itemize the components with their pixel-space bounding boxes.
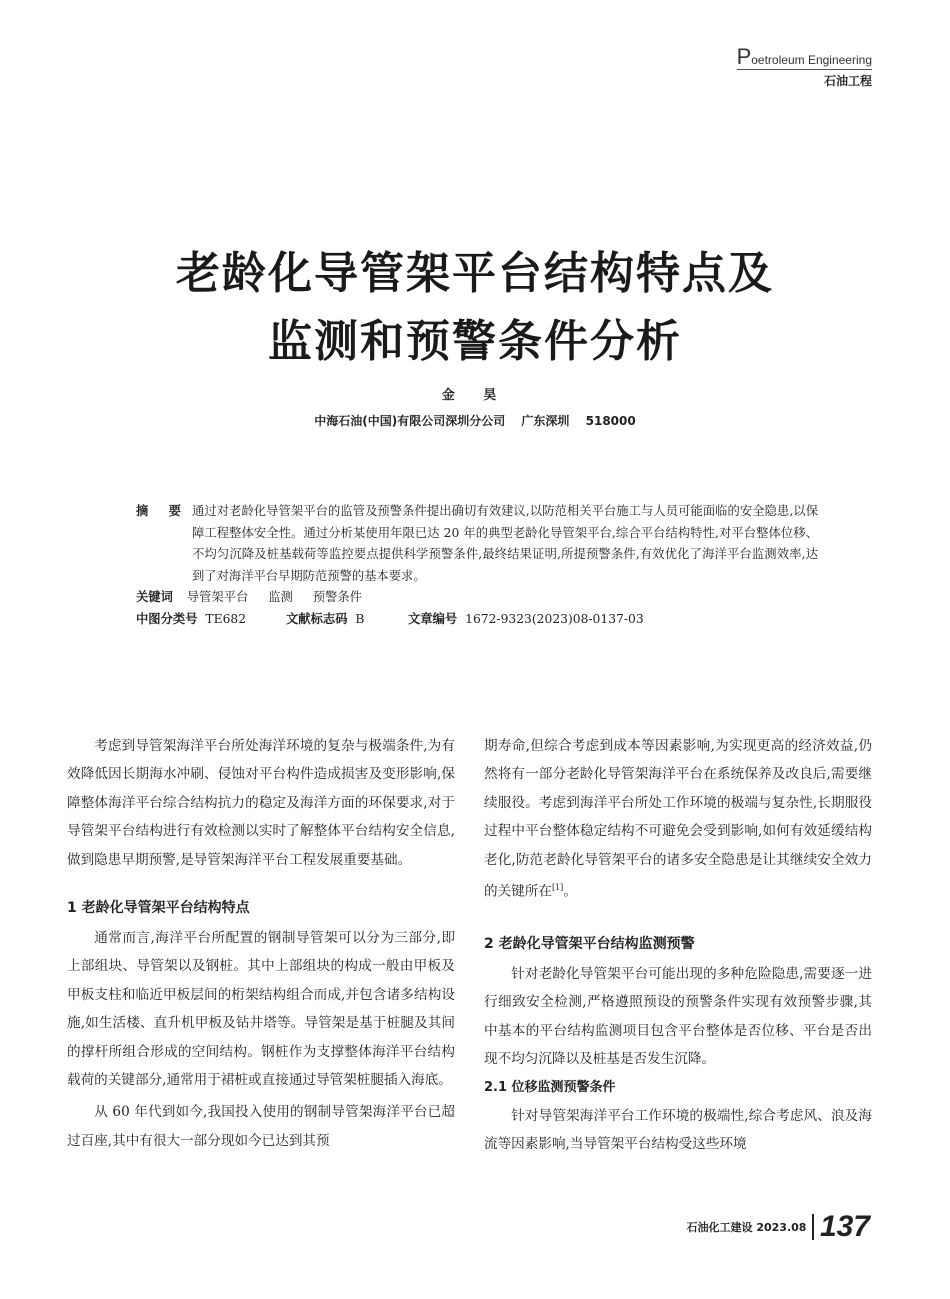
- abstract-text: 通过对老龄化导管架平台的监管及预警条件提出确切有效建议,以防范相关平台施工与人员可能面临的安全隐患,以保障工程整体安全性。通过分析某使用年限已达 20 年的典型老龄化导管架平台,综合平台结构特性,对平台整体位移、不均匀沉降及桩基载荷等监控要点提供科学预警条件,最终结果证明,所提预警条件,有效优化了海洋平台监测效率,达到了对海洋平台早期防范预警的基本要求。: [192, 504, 818, 583]
- abstract-label: 摘 要: [136, 504, 189, 518]
- keyword-item: 导管架平台: [186, 590, 249, 604]
- footer-divider: [812, 1214, 814, 1240]
- journal-initial: P: [736, 44, 752, 69]
- paragraph-text: 期寿命,但综合考虑到成本等因素影响,为实现更高的经济效益,仍然将有一部分老龄化导管架海洋平台在系统保养及改良后,需要继续服役。考虑到海洋平台所处工作环境的极端与复杂性,长期服役过程中平台整体稳定结构不可避免会受到影响,如何有效延缓结构老化,防范老龄化导管架平台的诸多安全隐患是让其继续安全效力的关键所在: [484, 738, 872, 900]
- section-1-heading: 1 老龄化导管架平台结构特点: [67, 900, 250, 917]
- page-number: 137: [819, 1210, 870, 1243]
- article-number-label: 文章编号: [408, 611, 458, 626]
- title-line-2: 监测和预警条件分析: [268, 316, 682, 367]
- journal-header: [737, 46, 872, 89]
- journal-name-cn: 石油工程: [823, 74, 872, 88]
- citation-ref: [1]: [551, 883, 564, 893]
- title-line-1: 老龄化导管架平台结构特点及: [176, 248, 774, 299]
- article-number-field: [408, 609, 644, 631]
- body-paragraph: 针对老龄化导管架平台可能出现的多种危险隐患,需要逐一进行细致安全检测,严格遵照预设的预警条件实现有效预警步骤,其中基本的平台结构监测项目包含平台整体是否位移、平台是否出现不均匀沉降以及桩基是否发生沉降。: [484, 965, 872, 1068]
- journal-name-en: [737, 46, 872, 70]
- keywords-row: [136, 587, 818, 609]
- clc-value: TE682: [205, 611, 247, 626]
- body-column-left: [67, 732, 455, 1155]
- clc-field: [136, 609, 286, 631]
- affiliation: [0, 412, 950, 429]
- author: 金 昊: [441, 388, 509, 403]
- body-paragraph: 针对导管架海洋平台工作环境的极端性,综合考虑风、浪及海流等因素影响,当导管架平台结构受这些环境: [484, 1107, 872, 1152]
- body-column-right: [484, 732, 872, 1158]
- footer-journal: 石油化工建设 2023.08: [686, 1221, 807, 1234]
- affiliation-zip: 518000: [585, 414, 636, 428]
- body-paragraph: 从 60 年代到如今,我国投入使用的钢制导管架海洋平台已超过百座,其中有很大一部分现如今已达到其预: [67, 1104, 455, 1149]
- doc-code-field: [286, 609, 408, 631]
- body-paragraph: 考虑到导管架海洋平台所处海洋环境的复杂与极端条件,为有效降低因长期海水冲刷、侵蚀对平台构件造成损害及变形影响,保障整体海洋平台综合结构抗力的稳定及海洋方面的环保要求,对于导管架平台结构进行有效检测以实时了解整体平台结构安全信息,做到隐患早期预警,是导管架海洋平台工程发展重要基础。: [67, 738, 455, 868]
- affiliation-org: 中海石油(中国)有限公司深圳分公司: [314, 414, 506, 428]
- clc-label: 中图分类号: [136, 611, 198, 626]
- journal-name-rest: oetroleum Engineering: [751, 53, 872, 67]
- abstract-row: [136, 501, 818, 587]
- keywords-label: 关键词: [136, 590, 173, 604]
- doc-code-value: B: [355, 611, 365, 626]
- abstract-block: [136, 501, 818, 630]
- body-paragraph: 通常而言,海洋平台所配置的钢制导管架可以分为三部分,即上部组块、导管架以及钢桩。其中上部组块的构成一般由甲板及甲板支柱和临近甲板层间的桁架结构组合而成,并包含诸多结构设施,如生活楼、直升机甲板及钻井塔等。导管架是基于桩腿及其间的撑杆所组合形成的空间结构。钢桩作为支撑整体海洋平台结构载荷的关键部分,通常用于裙桩或直接通过导管架桩腿插入海底。: [67, 930, 455, 1089]
- article-title: [0, 240, 950, 376]
- keyword-item: 预警条件: [312, 590, 362, 604]
- section-2-heading: 2 老龄化导管架平台结构监测预警: [484, 935, 695, 952]
- doc-code-label: 文献标志码: [286, 611, 348, 626]
- classification-row: [136, 609, 818, 631]
- article-number-value: 1672-9323(2023)08-0137-03: [465, 611, 644, 626]
- section-2-1-heading: 2.1 位移监测预警条件: [484, 1079, 616, 1095]
- affiliation-place: 广东深圳: [521, 414, 570, 428]
- paragraph-end: 。: [563, 883, 577, 900]
- page-footer: [687, 1210, 871, 1244]
- body-paragraph-continued: [484, 732, 872, 906]
- keyword-item: 监测: [268, 590, 293, 604]
